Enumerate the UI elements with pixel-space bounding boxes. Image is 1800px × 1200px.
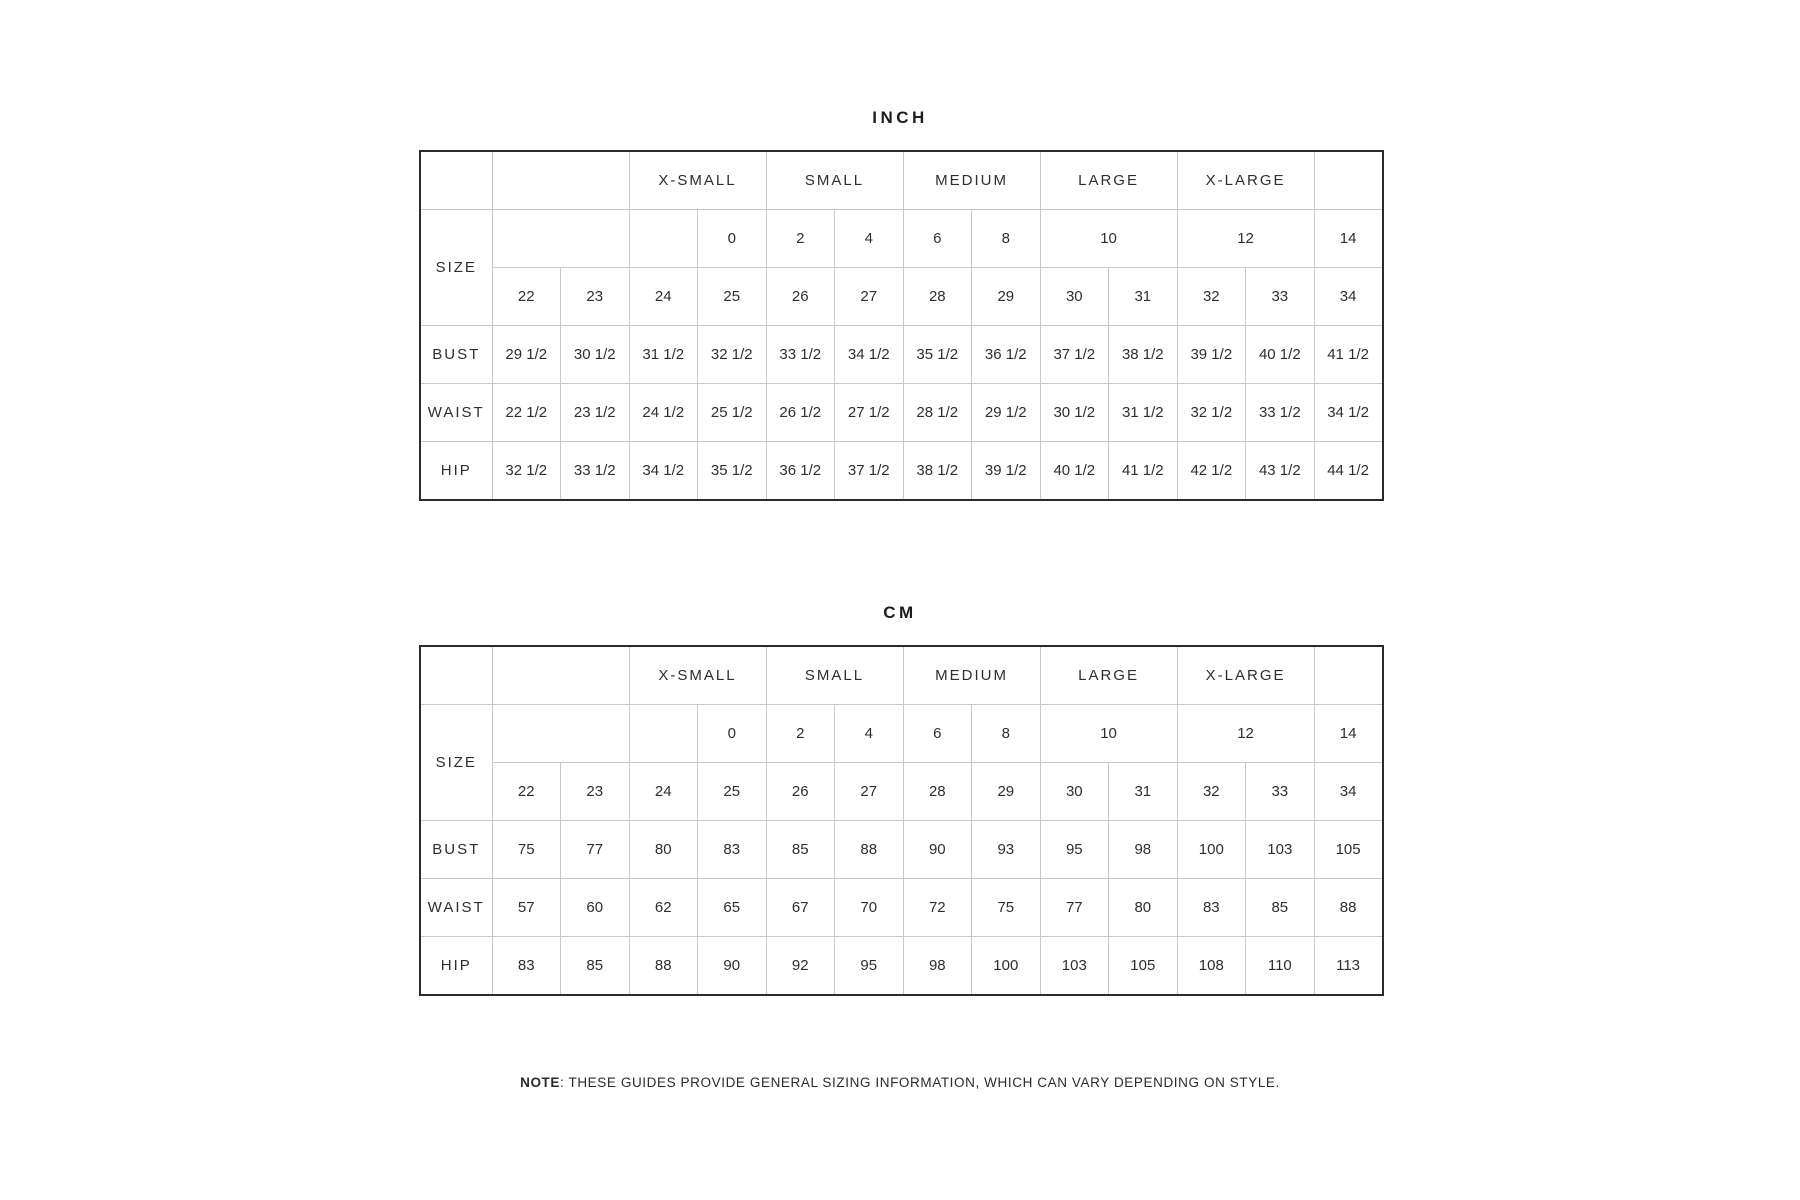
- hip-value-11: 110: [1246, 937, 1315, 996]
- hip-value-2: 88: [629, 937, 698, 996]
- table-row-hip: [420, 937, 1383, 996]
- hip-value-0: 83: [492, 937, 561, 996]
- us-size-8: 8: [972, 210, 1041, 268]
- inch-table-wrapper: [419, 150, 1381, 501]
- group-cell-medium: MEDIUM: [903, 151, 1040, 210]
- numeric-size-3: 25: [698, 763, 767, 821]
- waist-value-8: 30 1/2: [1040, 384, 1109, 442]
- waist-value-1: 23 1/2: [561, 384, 630, 442]
- table-row-numeric-size: [420, 268, 1383, 326]
- waist-value-4: 67: [766, 879, 835, 937]
- group-cell-small: SMALL: [766, 646, 903, 705]
- hip-value-4: 92: [766, 937, 835, 996]
- numeric-size-5: 27: [835, 763, 904, 821]
- row-label-size: SIZE: [420, 210, 492, 326]
- bust-value-3: 83: [698, 821, 767, 879]
- hip-value-1: 33 1/2: [561, 442, 630, 501]
- waist-value-4: 26 1/2: [766, 384, 835, 442]
- waist-value-12: 34 1/2: [1314, 384, 1383, 442]
- row-label-waist: WAIST: [420, 384, 492, 442]
- hip-value-5: 95: [835, 937, 904, 996]
- us-size-blank-2: [629, 705, 698, 763]
- numeric-size-0: 22: [492, 268, 561, 326]
- bust-value-8: 37 1/2: [1040, 326, 1109, 384]
- us-size-14: 14: [1314, 210, 1383, 268]
- waist-value-12: 88: [1314, 879, 1383, 937]
- bust-value-3: 32 1/2: [698, 326, 767, 384]
- us-size-2: 2: [766, 210, 835, 268]
- note-separator: :: [560, 1075, 569, 1090]
- table-row-numeric-size: [420, 763, 1383, 821]
- cm-size-section: [0, 603, 1800, 996]
- row-label-hip: HIP: [420, 937, 492, 996]
- numeric-size-12: 34: [1314, 268, 1383, 326]
- waist-value-10: 83: [1177, 879, 1246, 937]
- bust-value-9: 98: [1109, 821, 1178, 879]
- us-size-8: 8: [972, 705, 1041, 763]
- hip-value-7: 100: [972, 937, 1041, 996]
- hip-value-10: 108: [1177, 937, 1246, 996]
- group-cell-blank-2: [1314, 151, 1383, 210]
- waist-value-9: 31 1/2: [1109, 384, 1178, 442]
- group-cell-medium: MEDIUM: [903, 646, 1040, 705]
- waist-value-5: 27 1/2: [835, 384, 904, 442]
- bust-value-6: 35 1/2: [903, 326, 972, 384]
- group-cell-large: LARGE: [1040, 151, 1177, 210]
- numeric-size-1: 23: [561, 763, 630, 821]
- group-cell-blank-2: [1314, 646, 1383, 705]
- hip-value-10: 42 1/2: [1177, 442, 1246, 501]
- us-size-4: 4: [835, 705, 904, 763]
- hip-value-6: 98: [903, 937, 972, 996]
- group-cell-x-large: X-LARGE: [1177, 646, 1314, 705]
- bust-value-11: 103: [1246, 821, 1315, 879]
- waist-value-5: 70: [835, 879, 904, 937]
- waist-value-2: 62: [629, 879, 698, 937]
- waist-value-6: 72: [903, 879, 972, 937]
- hip-value-8: 40 1/2: [1040, 442, 1109, 501]
- group-cell-x-small: X-SMALL: [629, 646, 766, 705]
- numeric-size-10: 32: [1177, 268, 1246, 326]
- numeric-size-4: 26: [766, 763, 835, 821]
- waist-value-3: 65: [698, 879, 767, 937]
- bust-value-10: 39 1/2: [1177, 326, 1246, 384]
- cm-table-wrapper: [419, 645, 1381, 996]
- us-size-blank-1: [492, 705, 629, 763]
- bust-value-10: 100: [1177, 821, 1246, 879]
- table-row-waist: [420, 879, 1383, 937]
- numeric-size-7: 29: [972, 268, 1041, 326]
- hip-value-8: 103: [1040, 937, 1109, 996]
- numeric-size-2: 24: [629, 268, 698, 326]
- note-text: THESE GUIDES PROVIDE GENERAL SIZING INFORMATION, WHICH CAN VARY DEPENDING ON STYLE.: [568, 1075, 1280, 1090]
- hip-value-5: 37 1/2: [835, 442, 904, 501]
- table-row-us-size: [420, 705, 1383, 763]
- note-label: NOTE: [520, 1075, 561, 1090]
- table-row-bust: [420, 326, 1383, 384]
- bust-value-4: 85: [766, 821, 835, 879]
- bust-value-2: 31 1/2: [629, 326, 698, 384]
- us-size-0: 0: [698, 705, 767, 763]
- numeric-size-9: 31: [1109, 268, 1178, 326]
- hip-value-3: 90: [698, 937, 767, 996]
- cell-empty: [420, 151, 492, 210]
- numeric-size-10: 32: [1177, 763, 1246, 821]
- numeric-size-8: 30: [1040, 268, 1109, 326]
- row-label-bust: BUST: [420, 821, 492, 879]
- us-size-0: 0: [698, 210, 767, 268]
- row-label-waist: WAIST: [420, 879, 492, 937]
- us-size-4: 4: [835, 210, 904, 268]
- bust-value-7: 36 1/2: [972, 326, 1041, 384]
- table-row-waist: [420, 384, 1383, 442]
- cm-size-table: [419, 645, 1384, 996]
- inch-section-title: INCH: [872, 108, 928, 127]
- sizing-note: [0, 1075, 1800, 1090]
- hip-value-2: 34 1/2: [629, 442, 698, 501]
- table-row-group-header: [420, 151, 1383, 210]
- bust-value-5: 88: [835, 821, 904, 879]
- group-cell-blank-1: [492, 646, 629, 705]
- bust-value-7: 93: [972, 821, 1041, 879]
- bust-value-1: 30 1/2: [561, 326, 630, 384]
- numeric-size-11: 33: [1246, 268, 1315, 326]
- inch-size-section: [0, 108, 1800, 501]
- bust-value-9: 38 1/2: [1109, 326, 1178, 384]
- cell-empty: [420, 646, 492, 705]
- table-row-us-size: [420, 210, 1383, 268]
- group-cell-x-large: X-LARGE: [1177, 151, 1314, 210]
- waist-value-0: 57: [492, 879, 561, 937]
- row-label-hip: HIP: [420, 442, 492, 501]
- row-label-size: SIZE: [420, 705, 492, 821]
- hip-value-6: 38 1/2: [903, 442, 972, 501]
- bust-value-6: 90: [903, 821, 972, 879]
- hip-value-11: 43 1/2: [1246, 442, 1315, 501]
- hip-value-4: 36 1/2: [766, 442, 835, 501]
- waist-value-10: 32 1/2: [1177, 384, 1246, 442]
- hip-value-9: 105: [1109, 937, 1178, 996]
- us-size-10: 10: [1040, 705, 1177, 763]
- table-row-hip: [420, 442, 1383, 501]
- table-row-bust: [420, 821, 1383, 879]
- numeric-size-6: 28: [903, 268, 972, 326]
- bust-value-0: 29 1/2: [492, 326, 561, 384]
- group-cell-x-small: X-SMALL: [629, 151, 766, 210]
- us-size-12: 12: [1177, 705, 1314, 763]
- bust-value-11: 40 1/2: [1246, 326, 1315, 384]
- numeric-size-7: 29: [972, 763, 1041, 821]
- row-label-bust: BUST: [420, 326, 492, 384]
- waist-value-8: 77: [1040, 879, 1109, 937]
- numeric-size-3: 25: [698, 268, 767, 326]
- bust-value-12: 105: [1314, 821, 1383, 879]
- us-size-10: 10: [1040, 210, 1177, 268]
- bust-value-12: 41 1/2: [1314, 326, 1383, 384]
- waist-value-6: 28 1/2: [903, 384, 972, 442]
- numeric-size-6: 28: [903, 763, 972, 821]
- us-size-12: 12: [1177, 210, 1314, 268]
- waist-value-1: 60: [561, 879, 630, 937]
- hip-value-3: 35 1/2: [698, 442, 767, 501]
- hip-value-9: 41 1/2: [1109, 442, 1178, 501]
- waist-value-9: 80: [1109, 879, 1178, 937]
- hip-value-7: 39 1/2: [972, 442, 1041, 501]
- numeric-size-9: 31: [1109, 763, 1178, 821]
- waist-value-11: 33 1/2: [1246, 384, 1315, 442]
- waist-value-3: 25 1/2: [698, 384, 767, 442]
- numeric-size-8: 30: [1040, 763, 1109, 821]
- hip-value-12: 44 1/2: [1314, 442, 1383, 501]
- hip-value-12: 113: [1314, 937, 1383, 996]
- waist-value-7: 75: [972, 879, 1041, 937]
- bust-value-5: 34 1/2: [835, 326, 904, 384]
- numeric-size-4: 26: [766, 268, 835, 326]
- waist-value-2: 24 1/2: [629, 384, 698, 442]
- numeric-size-1: 23: [561, 268, 630, 326]
- table-row-group-header: [420, 646, 1383, 705]
- us-size-blank-2: [629, 210, 698, 268]
- inch-size-table: [419, 150, 1384, 501]
- bust-value-1: 77: [561, 821, 630, 879]
- us-size-6: 6: [903, 705, 972, 763]
- us-size-6: 6: [903, 210, 972, 268]
- group-cell-blank-1: [492, 151, 629, 210]
- numeric-size-2: 24: [629, 763, 698, 821]
- bust-value-4: 33 1/2: [766, 326, 835, 384]
- group-cell-large: LARGE: [1040, 646, 1177, 705]
- waist-value-0: 22 1/2: [492, 384, 561, 442]
- numeric-size-0: 22: [492, 763, 561, 821]
- group-cell-small: SMALL: [766, 151, 903, 210]
- us-size-blank-1: [492, 210, 629, 268]
- bust-value-0: 75: [492, 821, 561, 879]
- waist-value-11: 85: [1246, 879, 1315, 937]
- us-size-2: 2: [766, 705, 835, 763]
- numeric-size-11: 33: [1246, 763, 1315, 821]
- numeric-size-5: 27: [835, 268, 904, 326]
- hip-value-1: 85: [561, 937, 630, 996]
- cm-section-title: CM: [883, 603, 917, 622]
- hip-value-0: 32 1/2: [492, 442, 561, 501]
- waist-value-7: 29 1/2: [972, 384, 1041, 442]
- numeric-size-12: 34: [1314, 763, 1383, 821]
- us-size-14: 14: [1314, 705, 1383, 763]
- bust-value-8: 95: [1040, 821, 1109, 879]
- bust-value-2: 80: [629, 821, 698, 879]
